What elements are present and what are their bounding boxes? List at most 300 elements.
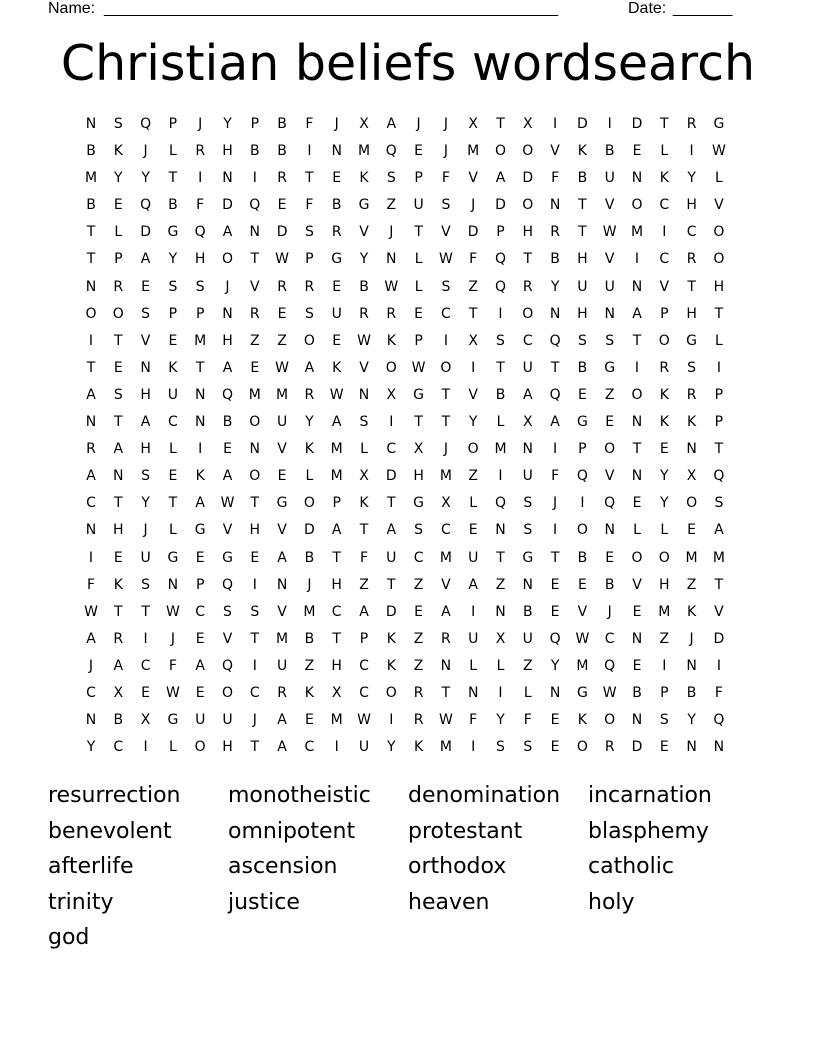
grid-cell: Z: [686, 576, 697, 593]
grid-row: [81, 382, 737, 409]
grid-cell: T: [714, 305, 724, 322]
grid-cell: H: [686, 305, 697, 322]
grid-cell: S: [141, 305, 151, 322]
grid-cell: T: [250, 251, 260, 268]
grid-row: [81, 490, 737, 517]
grid-cell: R: [249, 305, 260, 322]
word-list-item: protestant: [408, 818, 523, 844]
grid-cell: F: [168, 657, 177, 674]
grid-cell: X: [495, 630, 506, 647]
grid-cell: R: [386, 305, 397, 322]
grid-cell: Q: [713, 468, 725, 485]
word-list-item: denomination: [408, 783, 561, 808]
grid-cell: I: [498, 305, 503, 322]
grid-cell: N: [631, 278, 643, 295]
grid-cell: E: [332, 278, 342, 295]
grid-cell: J: [689, 630, 694, 647]
grid-cell: C: [413, 549, 424, 566]
grid-row: [81, 301, 737, 328]
grid-cell: O: [576, 739, 588, 756]
grid-cell: E: [168, 332, 178, 349]
grid-cell: K: [659, 414, 669, 431]
word-list-item: incarnation: [588, 783, 712, 808]
grid-row: [81, 138, 737, 165]
grid-cell: N: [495, 522, 506, 539]
grid-cell: X: [686, 468, 697, 485]
grid-cell: N: [604, 305, 615, 322]
grid-cell: C: [304, 739, 315, 756]
grid-cell: A: [195, 657, 205, 674]
grid-cell: E: [659, 441, 669, 458]
grid-cell: K: [577, 143, 587, 160]
date-label: Date:: [628, 0, 667, 17]
grid-cell: V: [468, 170, 478, 187]
grid-cell: T: [632, 441, 642, 458]
grid-cell: A: [331, 414, 342, 431]
grid-cell: O: [385, 684, 397, 701]
grid-cell: P: [114, 251, 123, 268]
grid-cell: B: [577, 170, 588, 187]
grid-cell: G: [331, 251, 343, 268]
grid-cell: E: [550, 576, 560, 593]
grid-cell: P: [660, 684, 669, 701]
grid-cell: S: [223, 603, 232, 620]
grid-cell: J: [143, 522, 148, 539]
grid-cell: N: [222, 170, 233, 187]
grid-cell: T: [114, 495, 123, 512]
grid-cell: T: [441, 414, 451, 431]
grid-cell: T: [114, 603, 123, 620]
grid-cell: S: [687, 359, 697, 376]
grid-cell: G: [167, 712, 179, 729]
grid-cell: R: [359, 305, 369, 322]
grid-cell: W: [357, 712, 371, 729]
grid-cell: H: [522, 224, 534, 241]
grid-cell: N: [549, 305, 561, 322]
grid-cell: W: [575, 630, 590, 647]
grid-cell: M: [658, 603, 671, 620]
grid-cell: N: [495, 603, 506, 620]
grid-cell: S: [414, 522, 424, 539]
grid-cell: N: [713, 739, 725, 756]
grid-cell: S: [496, 332, 505, 349]
grid-row: [81, 409, 737, 436]
grid-cell: N: [85, 522, 97, 539]
grid-cell: Y: [660, 495, 669, 512]
grid-cell: E: [113, 359, 123, 376]
grid-cell: A: [222, 468, 233, 485]
grid-cell: F: [551, 468, 560, 485]
grid-cell: K: [659, 170, 669, 187]
grid-cell: O: [658, 549, 670, 566]
grid-cell: T: [359, 522, 369, 539]
grid-cell: H: [686, 197, 697, 214]
grid-cell: G: [604, 359, 616, 376]
grid-cell: E: [277, 197, 287, 214]
word-list-item: omnipotent: [228, 818, 356, 844]
grid-cell: E: [113, 549, 123, 566]
grid-cell: Q: [140, 197, 152, 214]
grid-cell: S: [141, 468, 151, 485]
grid-cell: E: [250, 549, 260, 566]
grid-cell: U: [167, 386, 179, 403]
grid-cell: N: [249, 441, 261, 458]
grid-cell: V: [604, 251, 615, 268]
grid-cell: K: [113, 143, 123, 160]
grid-cell: S: [141, 576, 151, 593]
grid-cell: D: [385, 603, 397, 620]
grid-cell: Q: [249, 197, 261, 214]
grid-cell: N: [331, 143, 342, 160]
grid-cell: F: [196, 197, 205, 214]
grid-cell: W: [165, 603, 180, 620]
grid-cell: S: [577, 332, 587, 349]
grid-cell: C: [659, 197, 670, 214]
grid-cell: V: [277, 522, 287, 539]
grid-row: [81, 192, 737, 219]
grid-cell: B: [304, 630, 315, 647]
grid-cell: R: [304, 386, 315, 403]
grid-cell: J: [443, 143, 448, 160]
grid-cell: I: [498, 468, 503, 485]
grid-cell: V: [714, 603, 724, 620]
grid-cell: N: [522, 576, 534, 593]
grid-cell: E: [141, 684, 151, 701]
grid-cell: X: [113, 684, 124, 701]
grid-cell: E: [687, 522, 697, 539]
grid-cell: C: [249, 684, 260, 701]
grid-cell: H: [577, 251, 588, 268]
grid-cell: R: [277, 170, 287, 187]
grid-cell: L: [168, 739, 177, 756]
grid-cell: C: [441, 305, 451, 322]
grid-cell: X: [441, 495, 451, 512]
grid-cell: O: [221, 251, 234, 268]
grid-cell: H: [331, 576, 342, 593]
grid-cell: B: [604, 576, 615, 593]
grid-cell: E: [605, 414, 615, 431]
grid-cell: R: [686, 386, 697, 403]
grid-cell: T: [714, 441, 724, 458]
grid-cell: N: [631, 630, 643, 647]
grid-cell: V: [632, 576, 642, 593]
grid-cell: I: [553, 441, 558, 458]
grid-cell: E: [632, 657, 642, 674]
grid-cell: P: [578, 441, 587, 458]
grid-cell: N: [549, 197, 561, 214]
grid-cell: R: [113, 630, 124, 647]
grid-cell: X: [140, 712, 151, 729]
grid-row: [81, 463, 737, 490]
grid-cell: S: [523, 739, 533, 756]
grid-cell: P: [660, 305, 669, 322]
grid-cell: I: [662, 224, 667, 241]
grid-cell: U: [276, 414, 288, 431]
grid-cell: C: [359, 657, 369, 674]
grid-cell: S: [441, 278, 451, 295]
grid-cell: G: [194, 522, 206, 539]
grid-cell: T: [141, 603, 150, 620]
grid-cell: Y: [305, 414, 314, 431]
grid-cell: Z: [277, 332, 287, 349]
grid-cell: P: [195, 576, 205, 593]
grid-cell: E: [577, 386, 587, 403]
grid-cell: U: [522, 468, 533, 485]
grid-cell: P: [496, 224, 505, 241]
grid-cell: I: [716, 359, 721, 376]
grid-cell: P: [414, 332, 423, 349]
grid-cell: M: [276, 630, 289, 647]
grid-cell: J: [389, 224, 394, 241]
grid-cell: H: [140, 386, 151, 403]
grid-cell: O: [631, 549, 643, 566]
grid-cell: K: [168, 359, 178, 376]
grid-cell: T: [332, 549, 341, 566]
grid-cell: Y: [141, 495, 150, 512]
grid-cell: D: [467, 224, 479, 241]
grid-cell: T: [496, 549, 505, 566]
grid-cell: G: [276, 495, 288, 512]
grid-cell: W: [602, 684, 617, 701]
grid-cell: S: [523, 495, 533, 512]
grid-cell: I: [471, 359, 476, 376]
grid-cell: E: [195, 549, 205, 566]
grid-cell: S: [195, 278, 205, 295]
grid-cell: B: [632, 684, 642, 701]
grid-cell: G: [686, 332, 698, 349]
grid-cell: H: [413, 468, 424, 485]
grid-cell: R: [331, 224, 342, 241]
grid-cell: L: [714, 332, 723, 349]
grid-cell: V: [441, 576, 451, 593]
grid-cell: G: [522, 549, 534, 566]
grid-cell: B: [550, 251, 560, 268]
grid-cell: Y: [359, 251, 369, 268]
grid-cell: E: [141, 278, 151, 295]
grid-cell: R: [686, 251, 697, 268]
grid-cell: L: [305, 468, 314, 485]
grid-cell: S: [359, 414, 369, 431]
grid-cell: M: [685, 549, 698, 566]
grid-cell: G: [167, 224, 179, 241]
date-field-line: _______: [673, 0, 732, 17]
grid-cell: H: [249, 522, 261, 539]
grid-cell: J: [471, 197, 476, 214]
grid-cell: D: [713, 630, 725, 647]
grid-cell: B: [359, 278, 369, 295]
grid-cell: Q: [604, 657, 616, 674]
grid-cell: P: [359, 630, 369, 647]
grid-cell: N: [140, 359, 151, 376]
grid-cell: U: [222, 712, 233, 729]
grid-cell: B: [222, 414, 233, 431]
grid-cell: K: [359, 495, 369, 512]
grid-cell: V: [359, 359, 369, 376]
grid-cell: E: [168, 468, 178, 485]
word-list-item: benevolent: [48, 818, 172, 844]
grid-cell: A: [495, 170, 506, 187]
grid-cell: O: [658, 332, 670, 349]
grid-cell: Z: [468, 468, 478, 485]
grid-cell: Q: [494, 251, 507, 268]
grid-cell: L: [360, 441, 368, 458]
grid-cell: J: [252, 712, 257, 729]
grid-row: [81, 274, 737, 301]
grid-cell: S: [714, 495, 724, 512]
grid-cell: C: [686, 224, 697, 241]
grid-cell: P: [250, 116, 260, 132]
grid-cell: L: [469, 495, 478, 512]
grid-cell: X: [331, 684, 342, 701]
grid-cell: E: [304, 712, 314, 729]
grid-cell: T: [523, 251, 533, 268]
grid-cell: O: [85, 305, 97, 322]
grid-cell: R: [277, 684, 287, 701]
grid-cell: U: [276, 657, 288, 674]
grid-cell: J: [170, 630, 175, 647]
grid-cell: Q: [221, 657, 234, 674]
grid-cell: G: [576, 684, 588, 701]
grid-cell: T: [86, 251, 96, 268]
grid-cell: E: [332, 332, 342, 349]
grid-cell: I: [88, 332, 94, 349]
grid-cell: K: [332, 359, 342, 376]
grid-cell: T: [687, 278, 696, 295]
grid-cell: R: [277, 278, 287, 295]
grid-cell: I: [553, 116, 558, 132]
grid-cell: U: [604, 170, 615, 187]
grid-cell: T: [414, 414, 423, 431]
header: [0, 0, 816, 20]
grid-cell: C: [140, 657, 151, 674]
grid-cell: T: [86, 359, 96, 376]
grid-cell: L: [523, 684, 532, 701]
grid-cell: H: [113, 522, 124, 539]
grid-cell: W: [384, 278, 399, 295]
grid-cell: Q: [549, 386, 561, 403]
grid-cell: D: [631, 739, 643, 756]
grid-cell: U: [604, 278, 615, 295]
grid-cell: I: [716, 657, 721, 674]
grid-cell: T: [578, 224, 587, 241]
grid-cell: Y: [496, 712, 505, 729]
grid-cell: K: [386, 657, 396, 674]
grid-cell: I: [471, 739, 476, 756]
grid-cell: L: [168, 143, 177, 160]
grid-cell: L: [660, 522, 669, 539]
grid-cell: I: [634, 251, 640, 268]
grid-cell: M: [330, 441, 343, 458]
grid-cell: X: [523, 116, 533, 132]
grid-cell: A: [195, 495, 205, 512]
grid-cell: E: [250, 359, 260, 376]
grid-cell: I: [607, 116, 612, 132]
grid-cell: Q: [604, 495, 616, 512]
grid-cell: V: [140, 332, 151, 349]
grid-cell: U: [140, 549, 151, 566]
word-list-item: holy: [588, 889, 635, 915]
grid-cell: N: [467, 684, 479, 701]
grid-cell: G: [576, 414, 588, 431]
grid-cell: Z: [468, 278, 478, 295]
grid-cell: T: [387, 495, 396, 512]
grid-cell: E: [195, 684, 205, 701]
grid-cell: X: [386, 386, 397, 403]
grid-cell: N: [249, 224, 261, 241]
grid-cell: Q: [385, 143, 397, 160]
grid-cell: B: [522, 603, 533, 620]
grid-cell: A: [113, 657, 124, 674]
grid-cell: O: [631, 197, 643, 214]
grid-cell: D: [385, 468, 397, 485]
grid-cell: E: [550, 712, 560, 729]
grid-cell: U: [331, 305, 342, 322]
grid-cell: N: [631, 712, 643, 729]
grid-cell: T: [632, 332, 642, 349]
grid-cell: J: [443, 116, 448, 132]
grid-cell: A: [86, 630, 96, 647]
grid-cell: N: [631, 468, 643, 485]
grid-cell: D: [304, 522, 315, 539]
grid-cell: C: [195, 603, 206, 620]
grid-cell: W: [438, 712, 453, 729]
grid-cell: B: [249, 143, 260, 160]
grid-cell: N: [85, 414, 97, 431]
grid-cell: O: [604, 712, 616, 729]
grid-cell: C: [522, 332, 533, 349]
grid-cell: R: [604, 739, 615, 756]
grid-cell: E: [632, 603, 642, 620]
grid-cell: J: [143, 143, 148, 160]
grid-cell: B: [86, 143, 96, 160]
grid-cell: B: [168, 197, 178, 214]
grid-cell: T: [168, 170, 178, 187]
grid-cell: K: [304, 441, 314, 458]
grid-cell: E: [332, 170, 342, 187]
grid-cell: K: [659, 386, 669, 403]
grid-cell: F: [86, 576, 96, 593]
grid-cell: F: [305, 197, 314, 214]
grid-cell: O: [494, 143, 507, 160]
grid-cell: O: [249, 414, 261, 431]
word-list-item: blasphemy: [588, 818, 709, 844]
word-list-item: justice: [228, 889, 300, 915]
grid-cell: P: [305, 251, 314, 268]
grid-cell: N: [386, 251, 397, 268]
grid-cell: C: [168, 414, 178, 431]
grid-cell: A: [523, 386, 533, 403]
grid-cell: C: [86, 684, 96, 701]
grid-cell: L: [469, 657, 478, 674]
grid-cell: T: [550, 549, 560, 566]
grid-cell: A: [304, 359, 315, 376]
grid-cell: N: [358, 386, 370, 403]
grid-cell: U: [386, 549, 397, 566]
grid-cell: C: [659, 251, 670, 268]
grid-cell: T: [86, 224, 96, 241]
grid-cell: D: [577, 116, 588, 132]
grid-cell: M: [303, 603, 316, 620]
grid-cell: N: [113, 468, 124, 485]
grid-cell: G: [167, 549, 179, 566]
grid-cell: S: [605, 332, 615, 349]
grid-cell: L: [633, 522, 641, 539]
grid-cell: T: [114, 332, 123, 349]
grid-cell: E: [659, 739, 669, 756]
grid-cell: W: [84, 603, 98, 620]
grid-cell: E: [632, 495, 642, 512]
grid-cell: N: [604, 522, 615, 539]
